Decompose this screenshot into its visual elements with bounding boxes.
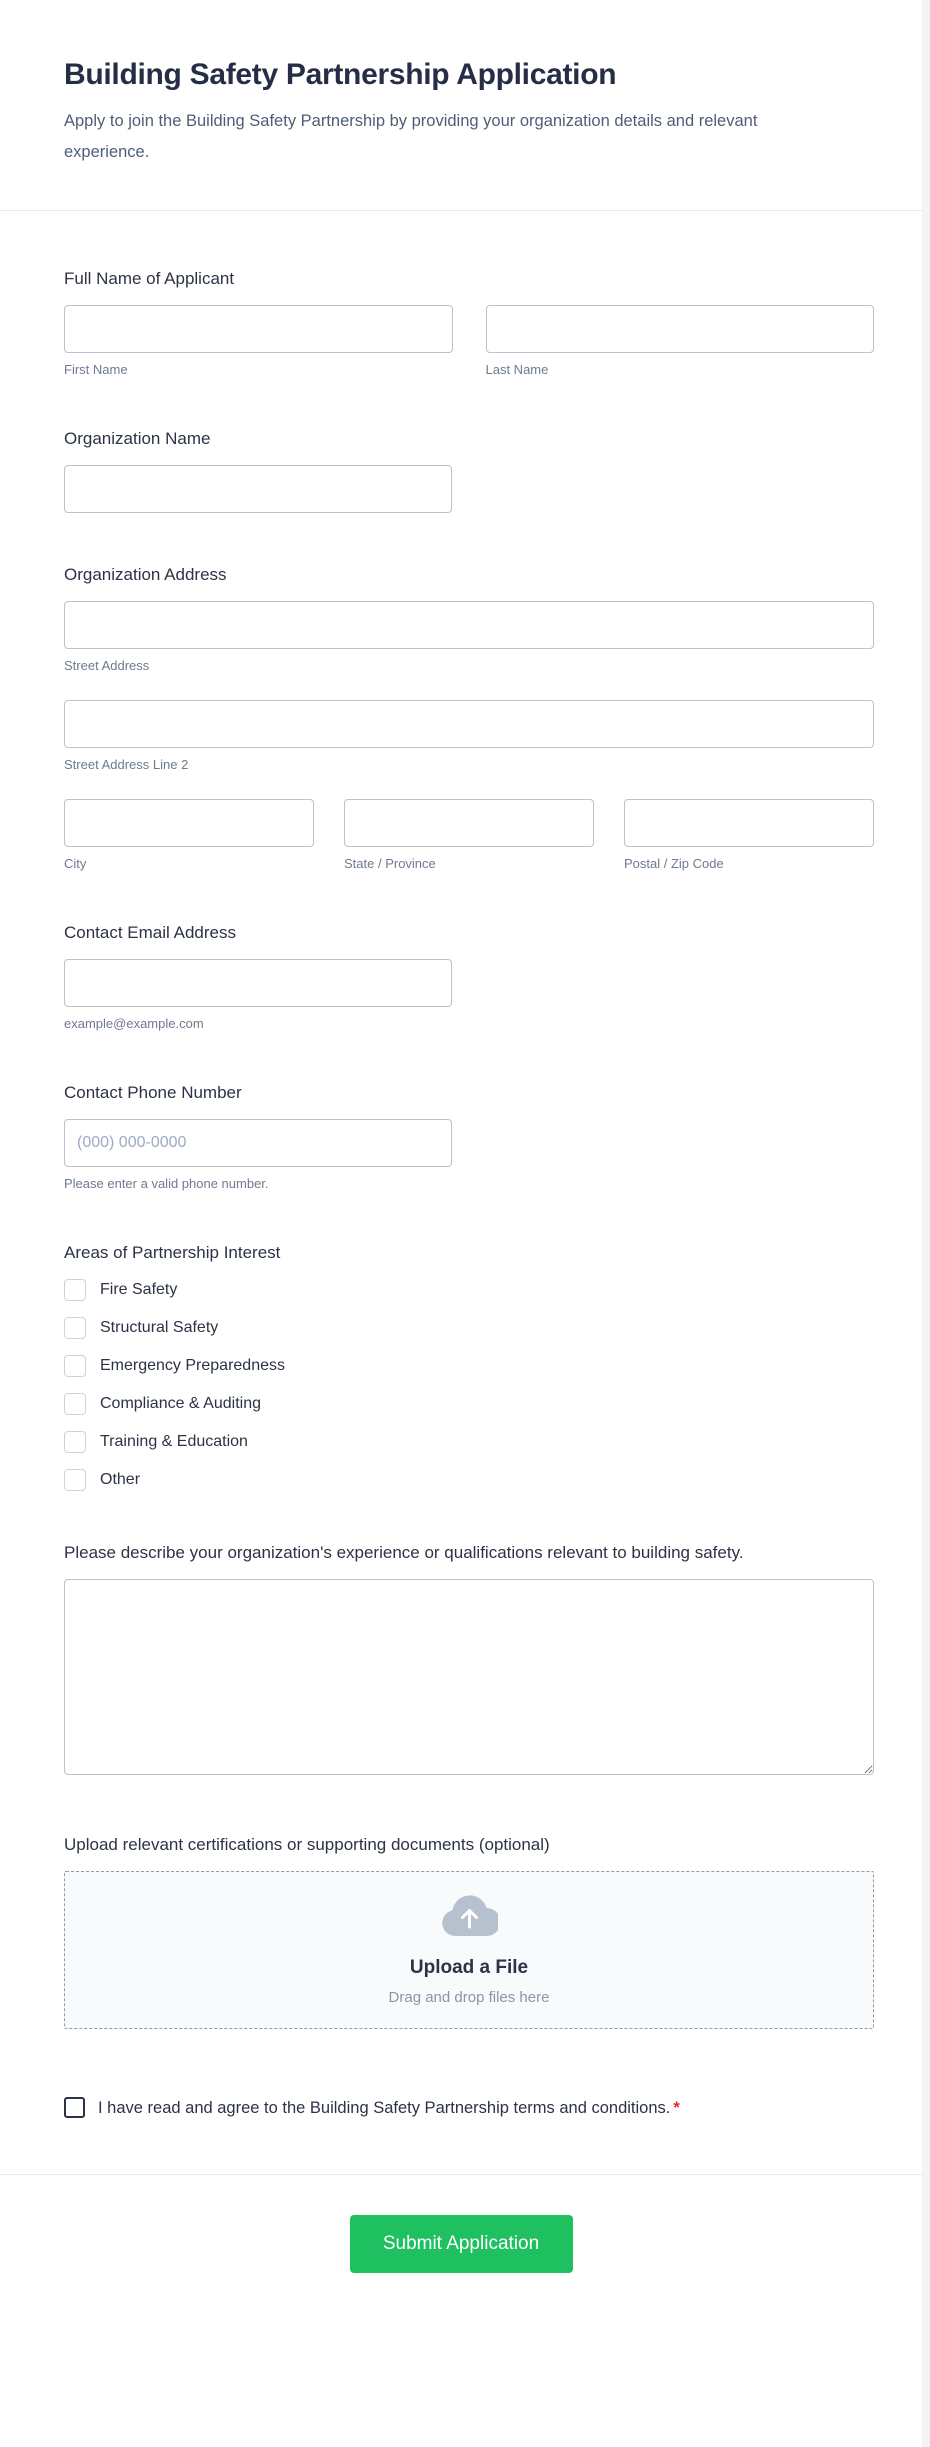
city-input[interactable] [64,799,314,847]
phone-label: Contact Phone Number [64,1083,242,1102]
checkbox[interactable] [64,1355,86,1377]
first-name-input[interactable] [64,305,453,353]
street-address-input[interactable] [64,601,874,649]
checkbox[interactable] [64,1431,86,1453]
form-subtitle: Apply to join the Building Safety Partnership by providing your organization details and relevant experience. [64,112,758,161]
required-asterisk: * [673,2099,680,2117]
checkbox-option-label: Other [100,1471,141,1488]
first-name-sublabel: First Name [64,362,128,377]
checkbox-option-structural-safety[interactable] [64,1317,874,1339]
terms-checkbox[interactable] [64,2097,85,2118]
street-address2-sublabel: Street Address Line 2 [64,757,189,772]
field-full-name [64,267,874,377]
checkbox-option-other[interactable] [64,1469,874,1491]
checkbox-option-compliance-auditing[interactable] [64,1393,874,1415]
street-address-group [64,601,874,673]
postal-input[interactable] [624,799,874,847]
email-sublabel: example@example.com [64,1016,204,1031]
organization-name-label: Organization Name [64,429,211,448]
checkbox[interactable] [64,1469,86,1491]
email-input[interactable] [64,959,452,1007]
checkbox-option-label: Emergency Preparedness [100,1357,285,1374]
email-label: Contact Email Address [64,923,236,942]
state-sublabel: State / Province [344,856,436,871]
submit-button[interactable]: Submit Application [350,2215,573,2273]
terms-text: I have read and agree to the Building Safety Partnership terms and conditions. [98,2099,671,2117]
upload-hint: Drag and drop files here [388,1989,550,2006]
upload-button-text: Upload a File [409,1957,529,1978]
street-address2-input[interactable] [64,700,874,748]
file-dropzone[interactable] [64,1871,874,2029]
state-input[interactable] [344,799,594,847]
postal-sublabel: Postal / Zip Code [624,856,724,871]
checkbox-option-label: Compliance & Auditing [100,1395,261,1412]
form-title: Building Safety Partnership Application [64,58,617,91]
interests-label: Areas of Partnership Interest [64,1243,281,1262]
postal-group [624,799,874,871]
field-organization-address [64,563,874,871]
experience-textarea[interactable] [64,1579,874,1775]
form-header [0,0,922,211]
cloud-upload-icon [441,1894,498,1942]
full-name-label: Full Name of Applicant [64,269,235,288]
street-address2-group [64,700,874,772]
experience-label: Please describe your organization's experience or qualifications relevant to building safety. [64,1543,744,1562]
organization-name-input[interactable] [64,465,452,513]
upload-label: Upload relevant certifications or supporting documents (optional) [64,1835,550,1854]
interests-options [64,1279,874,1491]
city-group [64,799,314,871]
street-address-sublabel: Street Address [64,658,150,673]
checkbox-option-emergency-preparedness[interactable] [64,1355,874,1377]
field-interests [64,1241,874,1491]
terms-agreement[interactable] [64,2099,680,2117]
last-name-group [486,305,875,377]
checkbox-option-label: Fire Safety [100,1281,178,1298]
last-name-sublabel: Last Name [485,362,549,377]
checkbox[interactable] [64,1279,86,1301]
checkbox[interactable] [64,1393,86,1415]
checkbox-option-label: Structural Safety [100,1319,219,1336]
field-experience [64,1541,874,1775]
state-group [344,799,594,871]
field-upload [64,1833,874,2029]
form-body [0,211,922,2323]
phone-input[interactable] [64,1119,452,1167]
field-organization-name [64,427,874,513]
last-name-input[interactable] [486,305,875,353]
field-phone [64,1081,874,1191]
checkbox-option-training-education[interactable] [64,1431,874,1453]
field-email [64,921,874,1031]
first-name-group [64,305,453,377]
checkbox-option-label: Training & Education [100,1433,248,1450]
phone-sublabel: Please enter a valid phone number. [64,1176,269,1191]
checkbox-option-fire-safety[interactable] [64,1279,874,1301]
submit-bar [0,2174,922,2323]
organization-address-label: Organization Address [64,565,227,584]
city-sublabel: City [64,856,87,871]
checkbox[interactable] [64,1317,86,1339]
